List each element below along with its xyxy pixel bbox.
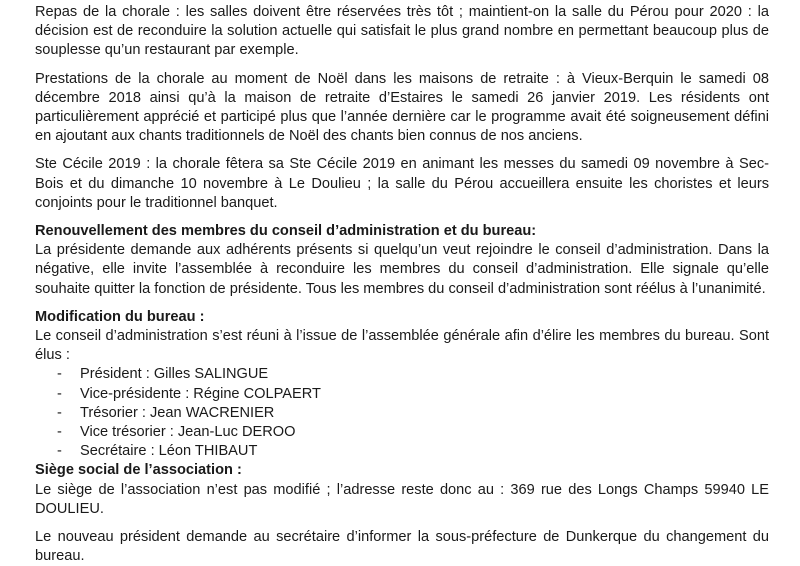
- list-item: [35, 385, 769, 404]
- paragraph-prestations: Prestations de la chorale au moment de Noël dans les maisons de retraite : à Vieux-Berquin le samedi 08 décembre 2018 ainsi qu’à la maison de retraite d’Estaires le samedi 26 janvier 2019. Les résidents ont particulièrement apprécié et participé plus que l’année dernière car le programme avait été soigneusement défini en ajoutant aux chants traditionnels de Noël des chants bien connus de nos anciens.: [35, 70, 769, 145]
- member-vice-tresorier: Vice trésorier : Jean-Luc DEROO: [80, 424, 296, 441]
- heading-siege: Siège social de l’association :: [35, 462, 242, 479]
- list-dash: -: [57, 443, 62, 460]
- member-president: Président : Gilles SALINGUE: [80, 366, 269, 383]
- list-dash: -: [57, 424, 62, 441]
- list-item: [35, 404, 769, 423]
- paragraph-ste-cecile: Ste Cécile 2019 : la chorale fêtera sa Ste Cécile 2019 en animant les messes du samedi 09 novembre à Sec-Bois et du dimanche 10 novembre à Le Doulieu ; la salle du Pérou accueillera ensuite les choristes et leurs conjoints pour le traditionnel banquet.: [35, 156, 769, 211]
- heading-renouvellement: Renouvellement des membres du conseil d’administration et du bureau:: [35, 223, 537, 240]
- list-item: [35, 442, 769, 461]
- paragraph-renouvellement: La présidente demande aux adhérents présents si quelqu’un veut rejoindre le conseil d’administration. Dans la négative, elle invite l’assemblée à reconduire les membres du conseil d’administration. Elle signale qu’elle souhaite quitter la fonction de présidente. Tous les membres du conseil d’administration sont réélus à l’unanimité.: [35, 242, 769, 297]
- list-dash: -: [57, 404, 62, 421]
- member-vice-presidente: Vice-présidente : Régine COLPAERT: [80, 385, 321, 402]
- list-item: [35, 365, 769, 384]
- list-dash: -: [57, 366, 62, 383]
- member-tresorier: Trésorier : Jean WACRENIER: [80, 404, 275, 421]
- heading-modification: Modification du bureau :: [35, 308, 205, 325]
- section-siege: [35, 461, 769, 519]
- paragraph-repas: Repas de la chorale : les salles doivent être réservées très tôt ; maintient-on la salle du Pérou pour 2020 : la décision est de reconduire la solution actuelle qui satisfait le plus grand nombre en permettant beaucoup plus de souplesse qu’un restaurant par exemple.: [35, 4, 769, 59]
- bureau-members-list: [35, 365, 769, 461]
- list-dash: -: [57, 385, 62, 402]
- paragraph-closing: Le nouveau président demande au secrétaire d’informer la sous-préfecture de Dunkerque du changement du bureau.: [35, 529, 769, 565]
- section-renouvellement: [35, 222, 769, 299]
- paragraph-siege: Le siège de l’association n’est pas modifié ; l’adresse reste donc au : 369 rue des Longs Champs 59940 LE DOULIEU.: [35, 481, 769, 517]
- paragraph-modification-intro: Le conseil d’administration s’est réuni à l’issue de l’assemblée générale afin d’élire les membres du bureau. Sont élus :: [35, 328, 769, 364]
- list-item: [35, 423, 769, 442]
- member-secretaire: Secrétaire : Léon THIBAUT: [80, 443, 258, 460]
- section-modification: [35, 308, 769, 462]
- document-page: [35, 3, 769, 566]
